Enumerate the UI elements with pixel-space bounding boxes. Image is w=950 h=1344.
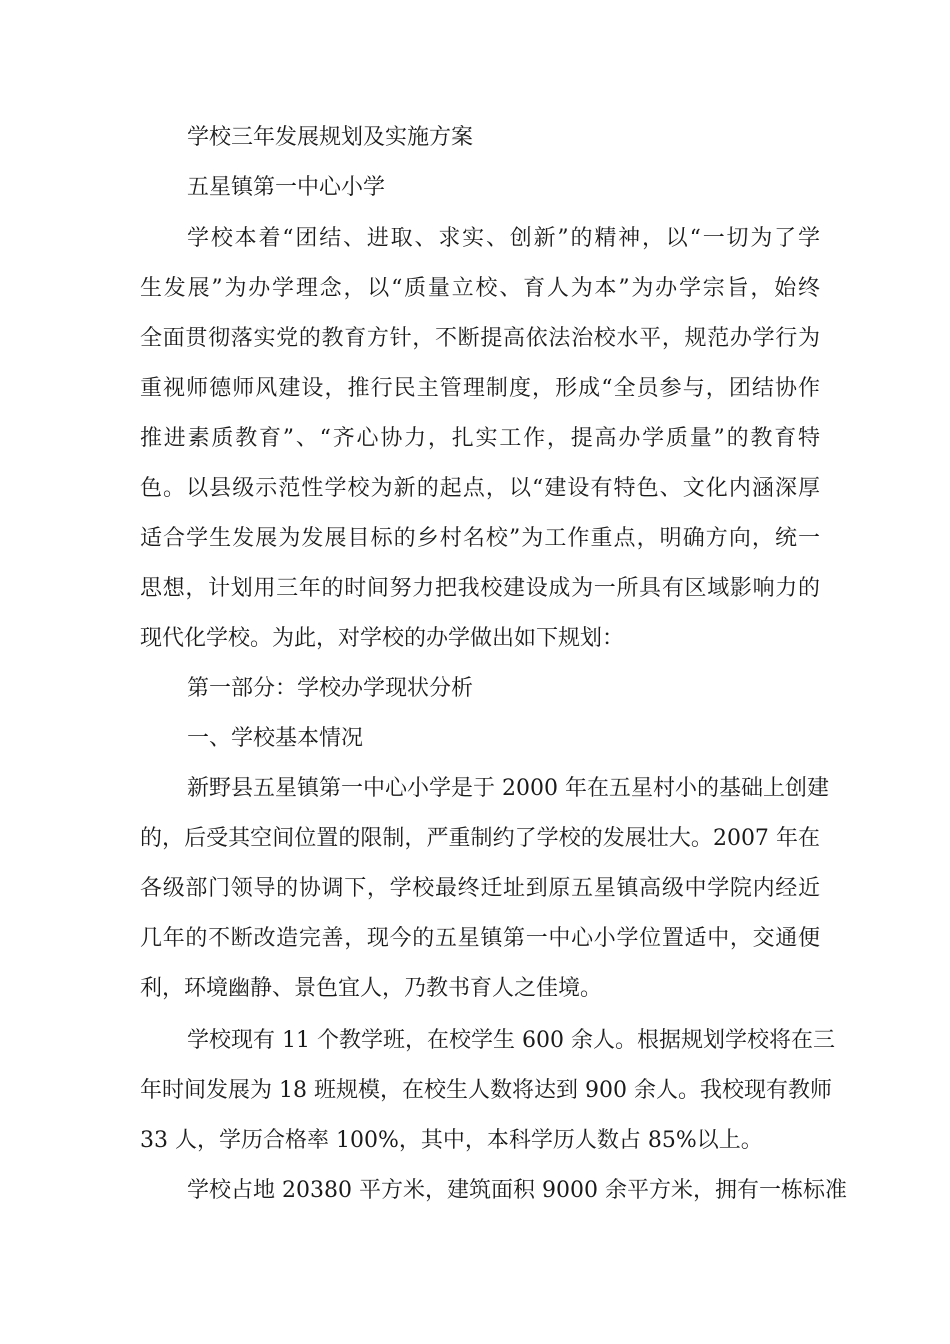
text-line: 全面贯彻落实党的教育方针，不断提高依法治校水平，规范办学行为	[140, 326, 820, 351]
school-name: 五星镇第一中心小学	[187, 175, 386, 200]
section-heading: 一、学校基本情况	[187, 726, 364, 751]
text-line: 生发展”为办学理念，以“质量立校、育人为本”为办学宗旨，始终	[140, 276, 820, 301]
text-line: 学校本着“团结、进取、求实、创新”的精神，以“一切为了学	[187, 226, 820, 251]
text-line: 33 人，学历合格率 100%，其中，本科学历人数占 85%以上。	[140, 1128, 763, 1153]
text-line: 重视师德师风建设，推行民主管理制度，形成“全员参与，团结协作	[140, 376, 820, 401]
text-line: 思想，计划用三年的时间努力把我校建设成为一所具有区域影响力的	[140, 576, 820, 601]
text-line: 现代化学校。为此，对学校的办学做出如下规划：	[140, 626, 625, 651]
text-line: 学校占地 20380 平方米，建筑面积 9000 余平方米，拥有一栋标准	[187, 1178, 847, 1203]
text-line: 适合学生发展为发展目标的乡村名校”为工作重点，明确方向，统一	[140, 526, 820, 551]
text-line: 年时间发展为 18 班规模，在校生人数将达到 900 余人。我校现有教师	[140, 1078, 832, 1103]
text-line: 色。以县级示范性学校为新的起点，以“建设有特色、文化内涵深厚	[140, 476, 820, 501]
text-line: 的，后受其空间位置的限制，严重制约了学校的发展壮大。2007 年在	[140, 826, 820, 851]
text-line: 利，环境幽静、景色宜人，乃教书育人之佳境。	[140, 976, 603, 1001]
text-line: 各级部门领导的协调下，学校最终迁址到原五星镇高级中学院内经近	[140, 876, 820, 901]
document-title: 学校三年发展规划及实施方案	[187, 125, 474, 150]
text-line: 学校现有 11 个教学班，在校学生 600 余人。根据规划学校将在三	[187, 1028, 835, 1053]
text-line: 推进素质教育”、“齐心协力，扎实工作，提高办学质量”的教育特	[140, 426, 820, 451]
part-heading: 第一部分：学校办学现状分析	[187, 676, 474, 701]
text-line: 几年的不断改造完善，现今的五星镇第一中心小学位置适中，交通便	[140, 926, 820, 951]
text-line: 新野县五星镇第一中心小学是于 2000 年在五星村小的基础上创建	[187, 776, 829, 801]
